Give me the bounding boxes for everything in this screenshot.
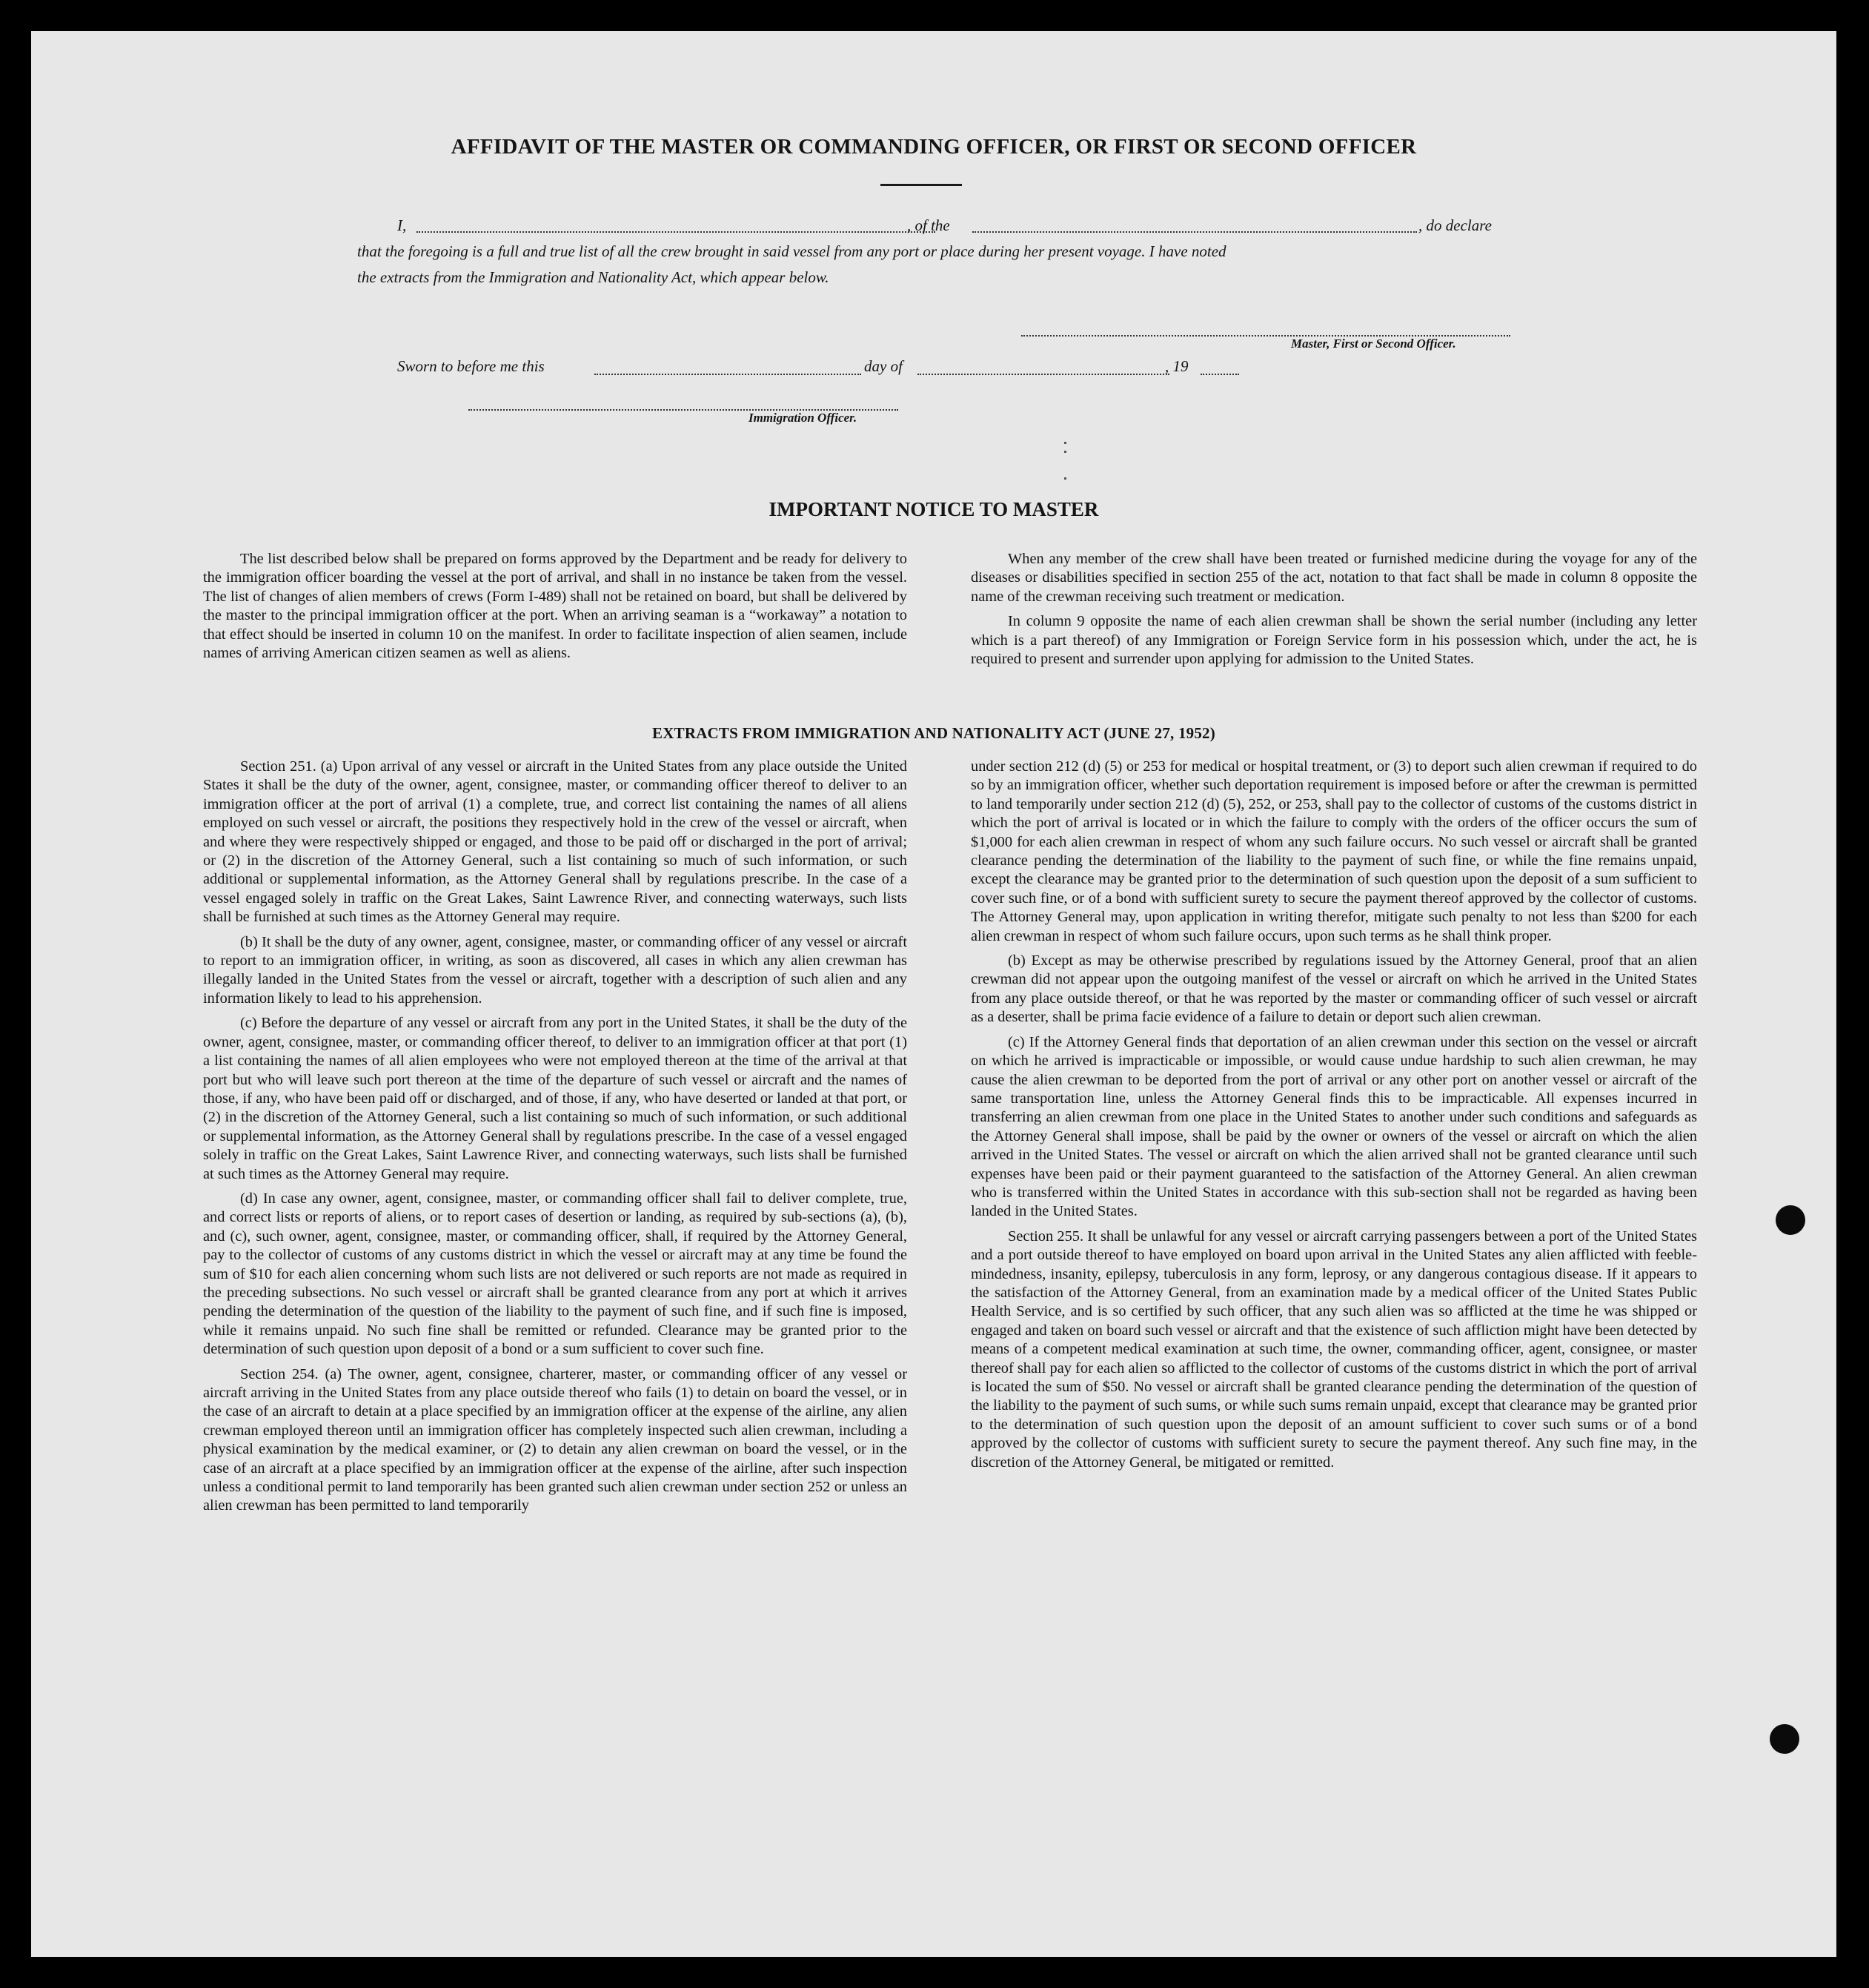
- affidavit-of-the-label: , of the: [907, 216, 950, 234]
- sworn-label: Sworn to before me this: [397, 357, 545, 375]
- extract-paragraph: Section 254. (a) The owner, agent, consignee, charterer, master, or commanding officer of any vessel or aircraft arriving in the United States from any place outside thereof who fails (1) to detain on board the vessel, or in the case of an aircraft to detain at a place specified by an immigration officer at the expense of the airline, any alien crewman employed thereon until an immigration officer has completely inspected such alien crewman, including a physical examination by the medical examiner, or (2) to detain any alien crewman on board the vessel, or in the case of an aircraft at a place specified by an immigration officer at the expense of the airline, after such inspection unless a conditional permit to land temporarily has been granted such alien crewman under section 252 or unless an alien crewman has been permitted to land temporarily: [203, 1365, 907, 1514]
- sworn-day-blank[interactable]: [594, 374, 861, 375]
- extract-paragraph: (c) If the Attorney General finds that deportation of an alien crewman under this section on the vessel or aircraft on which he arrived is impracticable or impossible, or would cause undue hardship to such alien crewman, he may cause the alien crewman to be deported from the port of arrival or any other port on another vessel or aircraft of the same transportation line, unless the Attorney General finds this to be impracticable. All expenses incurred in transferring an alien crewman from one place in the United States to another under such conditions and safeguards as the Attorney General shall impose, shall be paid by the owner or owners of the vessel or aircraft on which the alien arrived in the United States. The vessel or aircraft on which the alien arrived shall not be granted clearance until such expenses have been paid or their payment guaranteed to the satisfaction of the Attorney General. An alien crewman who is transferred within the United States in accordance with this sub-section shall not be regarded as having been landed in the United States.: [971, 1033, 1697, 1220]
- page-speck: [1064, 477, 1066, 480]
- page-speck: [1064, 451, 1066, 453]
- extract-paragraph: (b) Except as may be otherwise prescribed by regulations issued by the Attorney General, proof that an alien crewman did not appear upon the outgoing manifest of the vessel or aircraft on which he arrived in the United States from any place outside thereof, or that he was reported by the master or commanding officer of such vessel or aircraft as a deserter, shall be prima facie evidence of a failure to detain or deport such alien crewman.: [971, 952, 1697, 1026]
- sworn-year-blank[interactable]: [1201, 374, 1239, 375]
- officer-caption: Immigration Officer.: [748, 411, 857, 425]
- day-of-label: day of: [864, 357, 903, 375]
- affidavit-line-2: that the foregoing is a full and true list of all the crew brought in said vessel from any port or place during her present voyage. I have noted: [357, 242, 1226, 260]
- name-blank[interactable]: [416, 231, 935, 233]
- sworn-month-blank[interactable]: [917, 374, 1169, 375]
- affidavit-declare-label: , do declare: [1418, 216, 1492, 234]
- punch-hole: [1776, 1205, 1805, 1235]
- master-caption: Master, First or Second Officer.: [1291, 337, 1456, 351]
- notice-paragraph: When any member of the crew shall have been treated or furnished medicine during the voyage for any of the diseases or disabilities specified in section 255 of the act, notation to that fact shall be made in column 8 opposite the name of the crewman receiving such treatment or medication.: [971, 551, 1697, 605]
- year-label: , 19: [1165, 357, 1189, 375]
- extract-paragraph: (d) In case any owner, agent, consignee, master, or commanding officer shall fail to deliver complete, true, and correct lists or reports of aliens, or to report cases of desertion or landing, as required by sub-sections (a), (b), and (c), such owner, agent, consignee, master, or commanding officer, shall, if required by the Attorney General, pay to the collector of customs of any customs district in which the vessel or aircraft may at any time be found the sum of $10 for each alien concerning whom such lists are not delivered or such reports are not made as required in the preceding subsections. No such vessel or aircraft shall be granted clearance from any port at which it arrives pending the determination of the question of the liability to the payment of such fine, and if such fine is imposed, while it remains unpaid. No such fine shall be remitted or refunded. Clearance may be granted prior to the determination of such question upon deposit of a bond or a sum sufficient to cover such fine.: [203, 1190, 907, 1358]
- extract-paragraph: Section 255. It shall be unlawful for any vessel or aircraft carrying passengers between a port of the United States and a port outside thereof to have employed on board upon arrival in the United States any alien afflicted with feeble-mindedness, insanity, epilepsy, tuberculosis in any form, leprosy, or any dangerous contagious disease. If it appears to the satisfaction of the Attorney General, from an examination made by a medical officer of the United States Public Health Service, and is so certified by such officer, that any such alien was so afflicted at the time he was shipped or engaged and taken on board such vessel or aircraft and that the existence of such affliction might have been detected by means of a competent medical examination at such time, the owner, commanding officer, agent, consignee, or master thereof shall pay for each alien so afflicted to the collector of customs of the customs district in which the port of arrival is located the sum of $50. No vessel or aircraft shall be granted clearance pending the determination of the question of the liability to the payment of such sums, or while such sums remain unpaid, except that clearance may be granted prior to the determination of such question upon the deposit of an amount sufficient to cover such sums or of a bond approved by the collector of customs with sufficient surety to secure the payment thereof. Any such fine may, in the discretion of the Attorney General, be mitigated or remitted.: [971, 1227, 1697, 1471]
- extracts-left-column: [203, 758, 907, 1522]
- extracts-title: EXTRACTS FROM IMMIGRATION AND NATIONALITY ACT (JUNE 27, 1952): [652, 724, 1215, 742]
- notice-right-column: [971, 550, 1697, 675]
- extract-paragraph: (c) Before the departure of any vessel or aircraft from any port in the United States, it shall be the duty of the owner, agent, consignee, master, or commanding officer thereof, to deliver to an immigration officer at that port (1) a list containing the names of all alien employees who were not employed thereon at the time of the arrival at that port but who will leave such port thereon at the time of the departure of such vessel or aircraft and the names of those, if any, who have been paid off or discharged, and of those, if any, who have deserted or landed at that port, or (2) in the discretion of the Attorney General, such a list containing so much of such information, or such additional or supplemental information, as the Attorney General shall by regulations prescribe. In the case of a vessel engaged solely in traffic on the Great Lakes, Saint Lawrence River, and connecting waterways, such lists shall be furnished at such times as the Attorney General may require.: [203, 1015, 907, 1182]
- extract-paragraph: under section 212 (d) (5) or 253 for medical or hospital treatment, or (3) to deport such alien crewman if required to do so by an immigration officer, whether such deportation requirement is imposed before or after the crewman is permitted to land temporarily under section 212 (d) (5), 252, or 253, shall pay to the collector of customs of the customs district in which the port of arrival is located or in which the failure to comply with the orders of the officer occurs the sum of $1,000 for each alien crewman in respect of whom any such failure occurs. No such vessel or aircraft shall be granted clearance pending the determination of the liability to the payment of such fine, or while the fine remains unpaid, except the clearance may be granted prior to the determination of such question upon the deposit of a sum sufficient to cover such fine, or of a bond with sufficient surety to secure the payment thereof approved by the collector of customs. The Attorney General may, upon application in writing therefor, mitigate such penalty to not less than $200 for each alien crewman in respect of whom such failure occurs, upon such terms as he shall think proper.: [971, 758, 1697, 944]
- affidavit-i-label: I,: [397, 216, 407, 234]
- page-speck: [1064, 442, 1066, 444]
- extract-paragraph: Section 251. (a) Upon arrival of any vessel or aircraft in the United States from any place outside the United States it shall be the duty of the owner, agent, consignee, master, or commanding officer thereof to deliver to an immigration officer at the port of arrival (1) a complete, true, and correct list containing the names of all aliens employed on such vessel or aircraft, the positions they respectively hold in the crew of the vessel or aircraft, when and where they were respectively shipped or engaged, and those to be paid off or discharged in the port of arrival; or (2) in the discretion of the Attorney General, such a list containing so much of such information, or such additional or supplemental information, as the Attorney General shall by regulations prescribe. In the case of a vessel engaged solely in traffic on the Great Lakes, Saint Lawrence River, and connecting waterways, such lists shall be furnished at such times as the Attorney General may require.: [203, 758, 907, 926]
- affidavit-line-3: the extracts from the Immigration and Nationality Act, which appear below.: [357, 268, 829, 286]
- notice-paragraph: The list described below shall be prepared on forms approved by the Department and be ready for delivery to the immigration officer boarding the vessel at the port of arrival, and shall in no instance be taken from the vessel. The list of changes of alien members of crews (Form I-489) shall not be retained on board, but shall be delivered by the master to the principal immigration officer at the port. When an arriving seaman is a “workaway” a notation to that effect should be inserted in column 10 on the manifest. In order to facilitate inspection of alien seamen, include names of arriving American citizen seamen as well as aliens.: [203, 551, 907, 662]
- notice-title: IMPORTANT NOTICE TO MASTER: [768, 498, 1099, 520]
- extracts-right-column: [971, 758, 1697, 1478]
- notice-left-column: [203, 550, 907, 669]
- extract-paragraph: (b) It shall be the duty of any owner, agent, consignee, master, or commanding officer of any vessel or aircraft to report to an immigration officer, in writing, as soon as discovered, all cases in which any alien crewman has illegally landed in the United States from the vessel or aircraft, together with a description of such alien and any information likely to lead to his apprehension.: [203, 933, 907, 1007]
- notice-paragraph: In column 9 opposite the name of each alien crewman shall be shown the serial number (including any letter which is a part thereof) of any Immigration or Foreign Service form in his possession which, under the act, he is required to present and surrender upon applying for admission to the United States.: [971, 613, 1697, 668]
- title-underline: [880, 184, 962, 186]
- vessel-blank[interactable]: [972, 231, 1417, 233]
- punch-hole: [1770, 1724, 1799, 1754]
- affidavit-title: AFFIDAVIT OF THE MASTER OR COMMANDING OFFICER, OR FIRST OR SECOND OFFICER: [451, 135, 1417, 159]
- document-page: [31, 31, 1836, 1957]
